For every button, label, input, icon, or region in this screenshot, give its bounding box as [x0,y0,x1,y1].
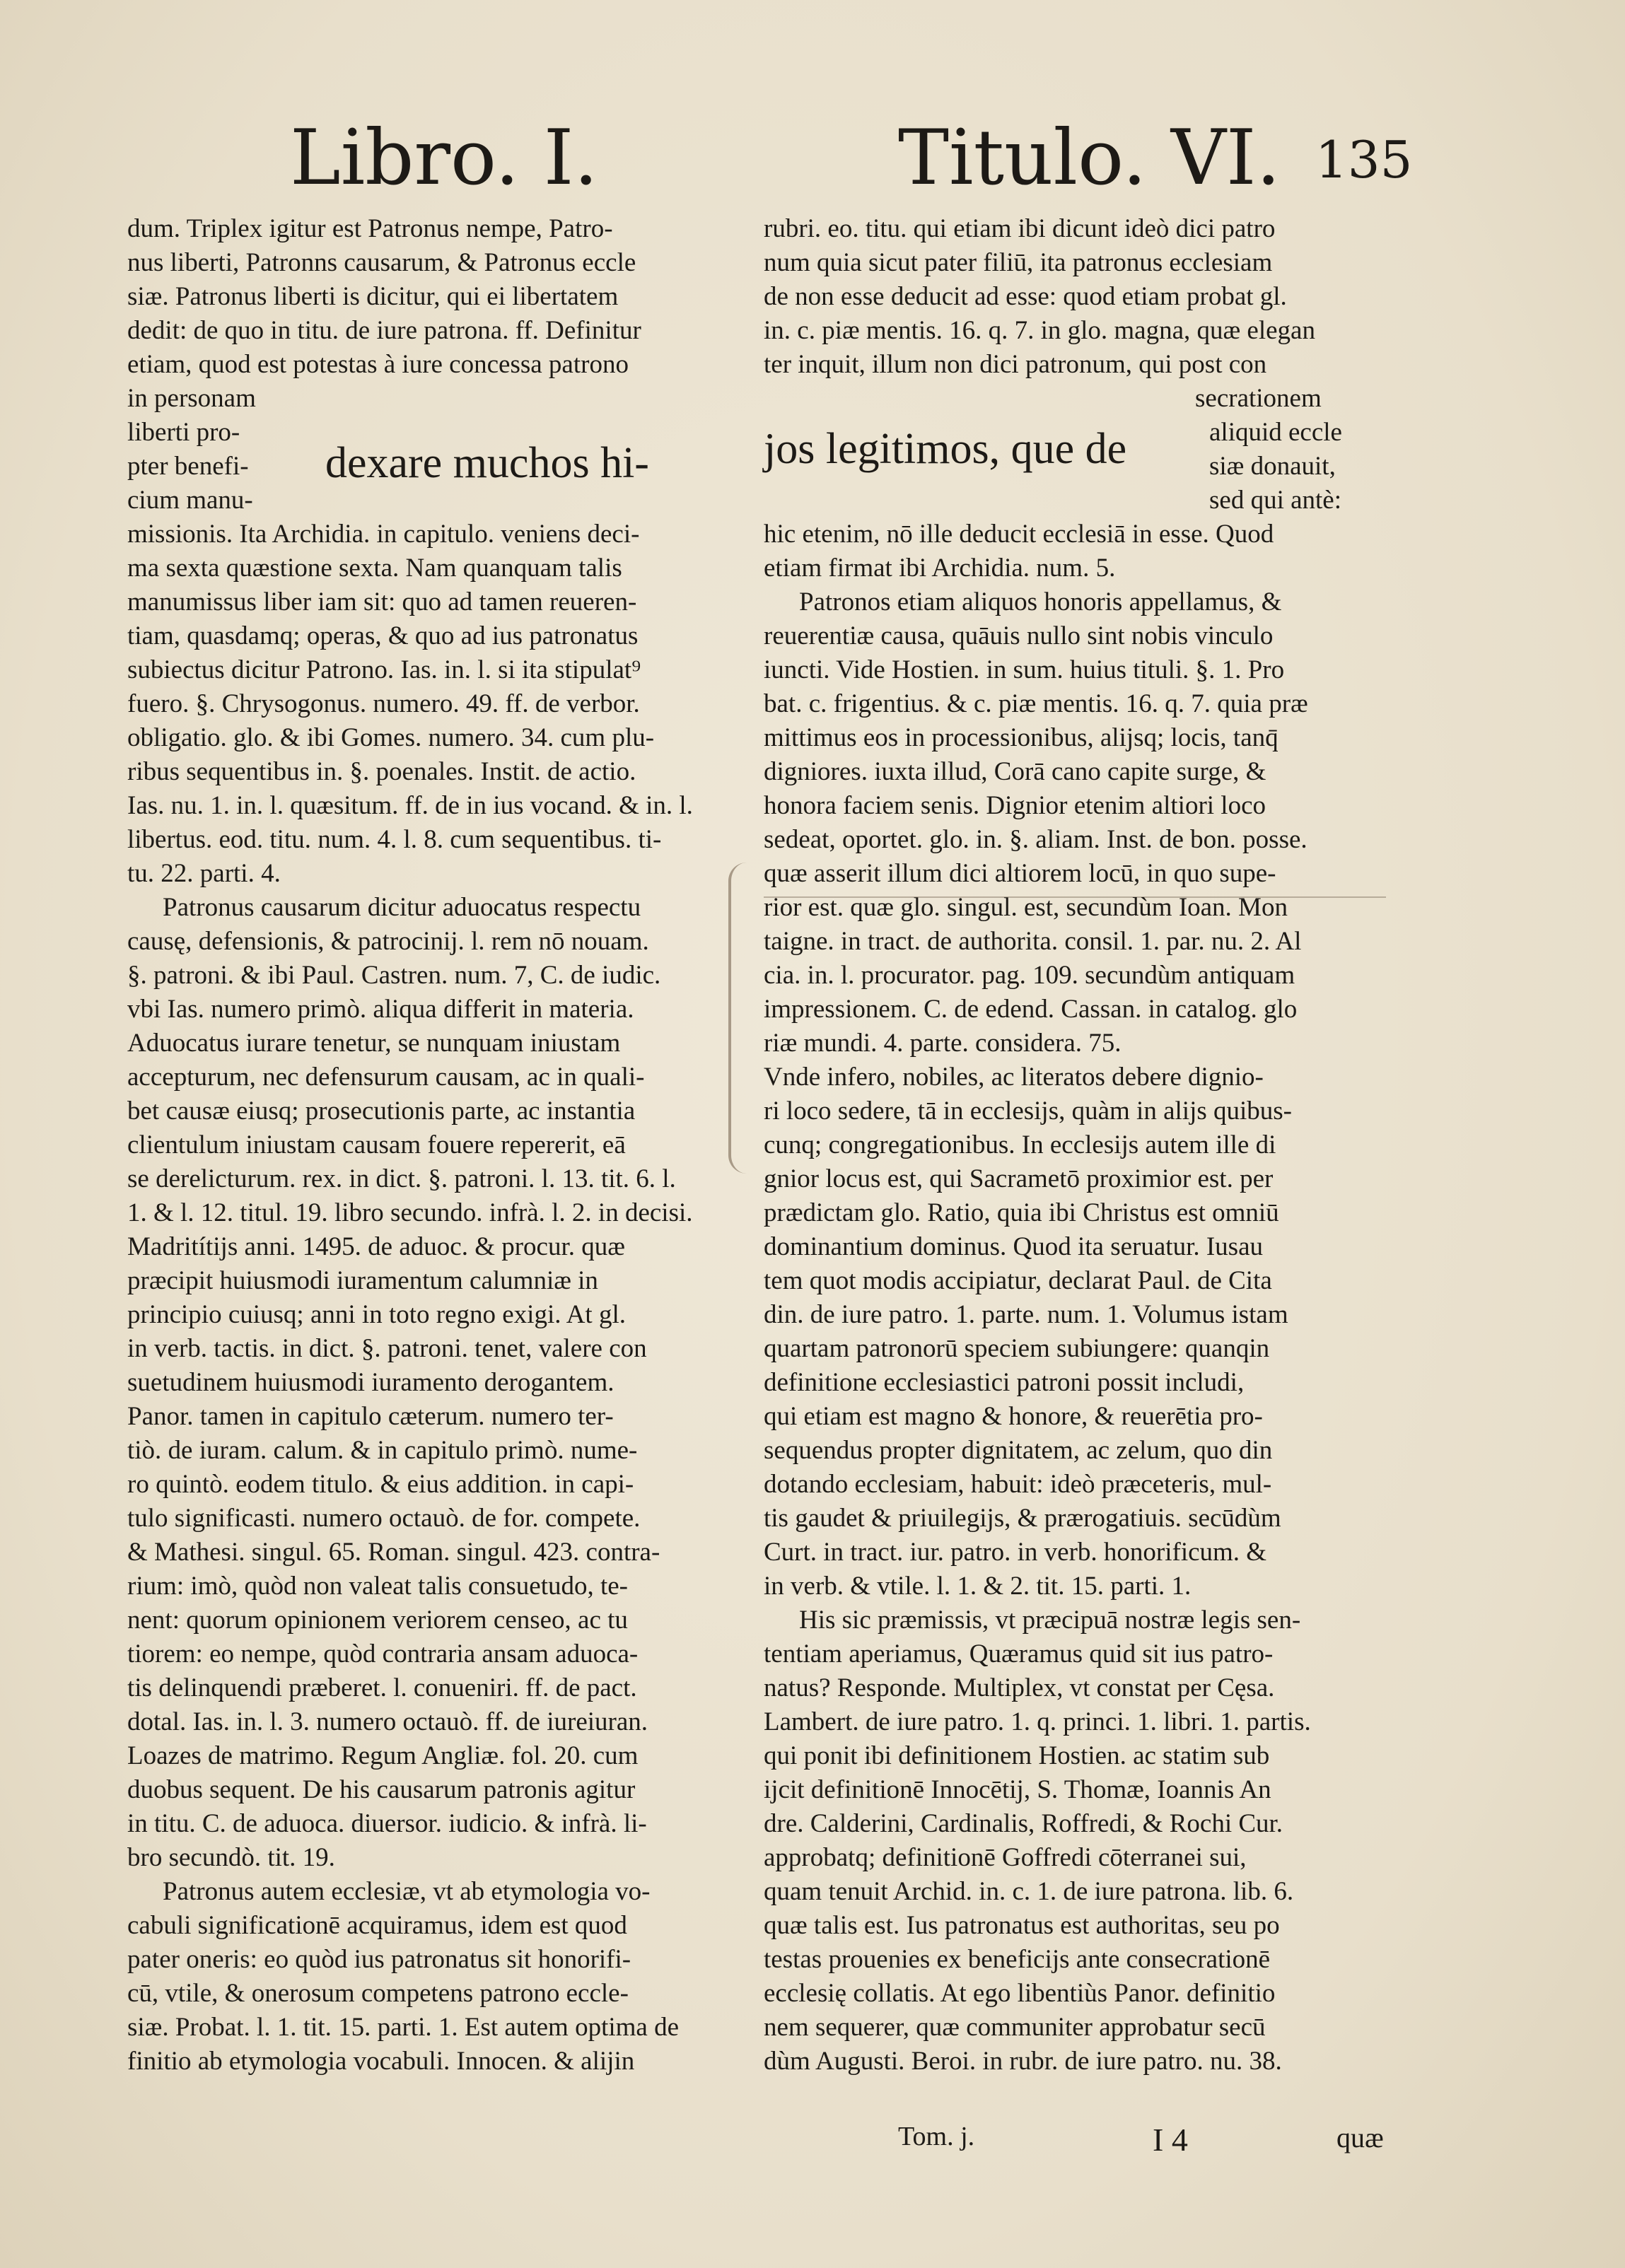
footer-catchword: quæ [1336,2122,1384,2153]
text-line: missionis. Ita Archidia. in capitulo. veniens deci- [127,520,640,549]
text-line: approbatq; definitionē Goffredi cōterranei sui, [764,1843,1247,1872]
text-line: qui etiam est magno & honore, & reuerētia pro- [764,1402,1263,1431]
text-line: reuerentiæ causa, quāuis nullo sint nobis vinculo [764,621,1274,650]
text-line: de non esse deducit ad esse: quod etiam probat gl. [764,282,1287,311]
page-footer [0,2121,1625,2163]
text-line: nus liberti, Patronns causarum, & Patronus eccle [127,248,636,277]
right-inset-line: sed qui antè: [1209,486,1342,515]
left-paragraph-2 [127,891,714,1875]
text-line: Loazes de matrimo. Regum Angliæ. fol. 20. cum [127,1741,639,1770]
text-line: causę, defensionis, & patrocinij. l. rem nō nouam. [127,927,649,956]
text-line: etiam, quod est potestas à iure concessa patrono [127,350,629,379]
text-line: obligatio. glo. & ibi Gomes. numero. 34. cum plu- [127,723,655,752]
text-line: Curt. in tract. iur. patro. in verb. honorificum. & [764,1538,1267,1567]
text-line: mittimus eos in processionibus, alijsq; locis, tanq̄ [764,723,1279,752]
text-line: impressionem. C. de edend. Cassan. in catalog. glo [764,995,1298,1024]
text-line: in. c. piæ mentis. 16. q. 7. in glo. magna, quæ elegan [764,316,1315,345]
text-line: quæ asserit illum dici altiorem locū, in quo supe- [764,859,1276,888]
text-line: tulo significasti. numero octauò. de for. compete. [127,1504,641,1533]
text-line: dum. Triplex igitur est Patronus nempe, Patro- [127,214,613,243]
right-column [764,212,1386,2079]
text-line: rium: imò, quòd non valeat talis consuetudo, te- [127,1572,629,1601]
text-line: se derelicturum. rex. in dict. §. patroni. l. 13. tit. 6. l. [127,1164,676,1193]
left-inset-line: liberti pro- [127,418,240,447]
footer-signature: I 4 [1153,2122,1188,2158]
text-line: quartam patronorū speciem subiungere: quanqin [764,1334,1270,1363]
text-line: ribus sequentibus in. §. poenales. Instit. de actio. [127,757,636,786]
text-line: in verb. tactis. in dict. §. patroni. tenet, valere con [127,1334,647,1363]
text-line: cunq; congregationibus. In ecclesijs autem ille di [764,1130,1276,1159]
text-line: num quia sicut pater filiū, ita patronus ecclesiam [764,248,1273,277]
text-line: dotal. Ias. in. l. 3. numero octauò. ff. de iureiuran. [127,1707,648,1736]
text-line: tiò. de iuram. calum. & in capitulo primò. nume- [127,1436,638,1465]
text-line: dre. Calderini, Cardinalis, Roffredi, & Rochi Cur. [764,1809,1283,1838]
text-line: dominantium dominus. Quod ita seruatur. Iusau [764,1232,1263,1261]
text-line: rubri. eo. titu. qui etiam ibi dicunt ideò dici patro [764,214,1276,243]
text-line: ro quintò. eodem titulo. & eius addition. in capi- [127,1470,634,1499]
text-line: libertus. eod. titu. num. 4. l. 8. cum sequentibus. ti- [127,825,662,854]
text-line: accepturum, nec defensurum causam, ac in quali- [127,1063,645,1092]
left-inset-line: pter benefi- [127,452,249,481]
text-line: Panor. tamen in capitulo cæterum. numero ter- [127,1402,614,1431]
text-line: etiam firmat ibi Archidia. num. 5. [764,554,1116,583]
text-line: ijcit definitionē Innocētij, S. Thomæ, Ioannis An [764,1775,1271,1804]
right-top-lines [764,212,1386,382]
right-paragraph-3 [764,1060,1386,1603]
text-line: din. de iure patro. 1. parte. num. 1. Volumus istam [764,1300,1288,1329]
text-line: cabuli significationē acquiramus, idem est quod [127,1911,627,1940]
text-line: dùm Augusti. Beroi. in rubr. de iure patro. nu. 38. [764,2047,1282,2076]
text-line: tentiam aperiamus, Quæramus quid sit ius patro- [764,1639,1274,1668]
text-line: qui ponit ibi definitionem Hostien. ac statim sub [764,1741,1270,1770]
text-line: Vnde infero, nobiles, ac literatos debere dignio- [764,1063,1264,1092]
text-line: fuero. §. Chrysogonus. numero. 49. ff. de verbor. [127,689,640,718]
text-line: rior est. quæ glo. singul. est, secundùm Ioan. Mon [764,893,1288,922]
text-line: hic etenim, nō ille deducit ecclesiā in esse. Quod [764,520,1274,549]
text-line: Aduocatus iurare tenetur, se nunquam iniustam [127,1029,621,1058]
text-line: digniores. iuxta illud, Corā cano capite surge, & [764,757,1266,786]
right-inset-line: aliquid eccle [1209,418,1342,447]
text-line: iuncti. Vide Hostien. in sum. huius tituli. §. 1. Pro [764,655,1285,684]
text-line: sedeat, oportet. glo. in. §. aliam. Inst. de bon. posse. [764,825,1307,854]
text-line: tem quot modis accipiatur, declarat Paul. de Cita [764,1266,1272,1295]
text-line: finitio ab etymologia vocabuli. Innocen. & alijin [127,2047,635,2076]
text-line: bet causæ eiusq; prosecutionis parte, ac instantia [127,1097,636,1126]
text-line: ri loco sedere, tā in ecclesijs, quàm in alijs quibus- [764,1097,1292,1126]
text-line: in personam [127,384,256,413]
text-line: dotando ecclesiam, habuit: ideò præceteris, mul- [764,1470,1272,1499]
text-line: cū, vtile, & onerosum competens patrono eccle- [127,1979,629,2008]
text-line: tiam, quasdamq; operas, & quo ad ius patronatus [127,621,639,650]
text-line: tiorem: eo nempe, quòd contraria ansam aduoca- [127,1639,639,1668]
right-paragraph-2 [764,585,1386,1060]
text-line: Lambert. de iure patro. 1. q. princi. 1. libri. 1. partis. [764,1707,1311,1736]
text-line: duobus sequent. De his causarum patronis agitur [127,1775,636,1804]
text-line: tu. 22. parti. 4. [127,859,281,888]
text-line: suetudinem huiusmodi iuramento derogantem. [127,1368,615,1397]
text-line: subiectus dicitur Patrono. Ias. in. l. si ita stipulat⁹ [127,655,641,684]
right-inset-line: secrationem [1195,384,1322,413]
text-line: §. patroni. & ibi Paul. Castren. num. 7, C. de iudic. [127,961,661,990]
text-line: honora faciem senis. Dignior etenim altiori loco [764,791,1266,820]
text-line: quam tenuit Archid. in. c. 1. de iure patrona. lib. 6. [764,1877,1294,1906]
footer-volume: Tom. j. [898,2122,975,2151]
text-line: tis delinquendi præberet. l. conueniri. ff. de pact. [127,1673,637,1702]
text-line: ma sexta quæstione sexta. Nam quanquam talis [127,554,622,583]
text-line: siæ. Patronus liberti is dicitur, qui ei libertatem [127,282,619,311]
left-top-lines [127,212,714,416]
text-line: pater oneris: eo quòd ius patronatus sit honorifi- [127,1945,631,1974]
right-inset [764,382,1386,518]
text-line: dedit: de quo in titu. de iure patrona. ff. Definitur [127,316,641,345]
text-line: Patronus causarum dicitur aduocatus respectu [163,893,641,922]
left-inset [127,416,714,518]
text-line: in titu. C. de aduoca. diuersor. iudicio. & infrà. li- [127,1809,647,1838]
text-line: manumissus liber iam sit: quo ad tamen reueren- [127,588,637,616]
text-line: sequendus propter dignitatem, ac zelum, quo din [764,1436,1273,1465]
text-line: nent: quorum opinionem veriorem censeo, ac tu [127,1606,628,1635]
text-line: nem sequerer, quæ communiter approbatur secū [764,2013,1266,2042]
text-line: His sic præmissis, vt præcipuā nostræ legis sen- [799,1606,1301,1635]
page-number: 135 [1315,130,1413,189]
text-line: principio cuiusq; anni in toto regno exigi. At gl. [127,1300,626,1329]
text-line: definitione ecclesiastici patroni possit includi, [764,1368,1245,1397]
text-line: clientulum iniustam causam fouere repererit, eā [127,1130,626,1159]
right-inset-gloss: jos legitimos, que de [764,425,1127,473]
text-line: Ias. nu. 1. in. l. quæsitum. ff. de in ius vocand. & in. l. [127,791,693,820]
text-line: vbi Ias. numero primò. aliqua differit in materia. [127,995,634,1024]
text-line: in verb. & vtile. l. 1. & 2. tit. 15. parti. 1. [764,1572,1192,1601]
text-line: Madritítijs anni. 1495. de aduoc. & procur. quæ [127,1232,625,1261]
left-inset-gloss: dexare muchos hi- [325,439,649,487]
text-line: riæ mundi. 4. parte. considera. 75. [764,1029,1122,1058]
text-line: ecclesię collatis. At ego libentiùs Panor. definitio [764,1979,1276,2008]
header-book: Libro. I. [290,114,598,202]
text-line: & Mathesi. singul. 65. Roman. singul. 423. contra- [127,1538,660,1567]
right-paragraph-4 [764,1603,1386,2079]
text-line: præcipit huiusmodi iuramentum calumniæ in [127,1266,598,1295]
left-paragraph-3 [127,1875,714,2079]
left-inset-line: cium manu- [127,486,253,515]
text-line: ter inquit, illum non dici patronum, qui post con [764,350,1267,379]
text-line: bro secundò. tit. 19. [127,1843,335,1872]
left-bottom-lines [127,518,714,891]
text-line: bat. c. frigentius. & c. piæ mentis. 16. q. 7. quia præ [764,689,1308,718]
text-line: Patronus autem ecclesiæ, vt ab etymologia vo- [163,1877,651,1906]
text-line: taigne. in tract. de authorita. consil. 1. par. nu. 2. Al [764,927,1302,956]
right-inset-line: siæ donauit, [1209,452,1336,481]
text-line: tis gaudet & priuilegijs, & prærogatiuis. secūdùm [764,1504,1281,1533]
text-line: Patronos etiam aliquos honoris appellamus, & [799,588,1282,616]
text-line: gnior locus est, qui Sacrametō proximior est. per [764,1164,1274,1193]
text-line: testas prouenies ex beneficijs ante consecrationē [764,1945,1271,1974]
text-line: prædictam glo. Ratio, quia ibi Christus est omniū [764,1198,1279,1227]
text-line: natus? Responde. Multiplex, vt constat per Cęsa. [764,1673,1275,1702]
header-title: Titulo. VI. [898,114,1281,202]
left-column [127,212,714,2079]
text-line: 1. & l. 12. titul. 19. libro secundo. infrà. l. 2. in decisi. [127,1198,693,1227]
running-header [0,106,1625,205]
text-line: cia. in. l. procurator. pag. 109. secundùm antiquam [764,961,1295,990]
margin-bracket-mark [728,863,747,1174]
text-line: quæ talis est. Ius patronatus est authoritas, seu po [764,1911,1280,1940]
text-line: siæ. Probat. l. 1. tit. 15. parti. 1. Est autem optima de [127,2013,679,2042]
right-bottom-lines [764,518,1386,585]
